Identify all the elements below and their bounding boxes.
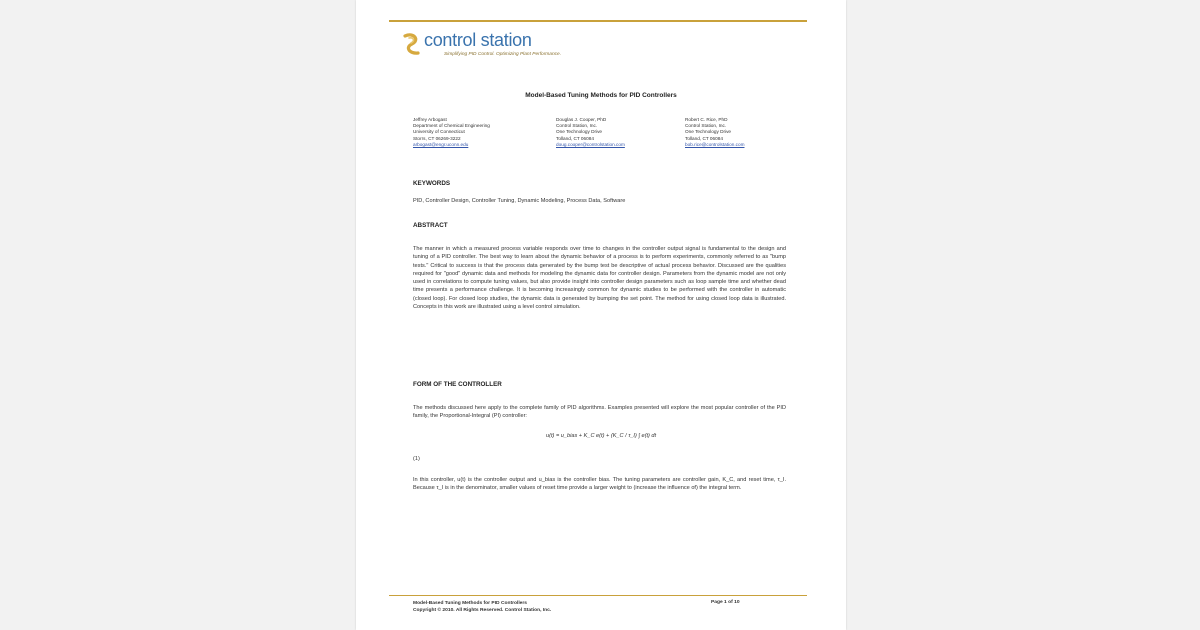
author-name: Douglas J. Cooper, PhD — [556, 117, 607, 122]
author-affiliation: One Technology Drive — [556, 129, 603, 135]
author-2 — [556, 117, 625, 148]
author-email-link[interactable]: doug.cooper@controlstation.com — [556, 141, 625, 147]
author-name: Jeffrey Arbogast — [413, 117, 447, 122]
paper-title: Model-Based Tuning Methods for PID Controllers — [525, 92, 677, 99]
abstract-text: The manner in which a measured process variable responds over time to changes in the controller output signal is fundamental to the design and tuning of a PID controller. The best way to learn about the dynamic behavior of a process is to perform experiments, commonly referred to as "bump tests." Critical to success is that the process data generated by the bump test be descriptive of actual process behavior. Discussed are the qualities required for "good" dynamic data and methods for modeling the dynamic data for controller design. Parameters from the dynamic model are not only used in correlations to compute tuning values, but also provide insight into controller design parameters such as loop sample time and whether dead time presents a performance challenge. It is becoming increasingly common for dynamic studies to be performed with the controller in automatic (closed loop). For closed loop studies, the dynamic data is generated by bumping the set point. The method for using closed loop data is illustrated. Concepts in this work are illustrated using a level control simulation. — [413, 246, 786, 311]
brand-name: control station — [424, 30, 532, 50]
header-rule — [389, 20, 807, 22]
author-email-link[interactable]: arbogast@engr.uconn.edu — [413, 141, 469, 147]
form-heading: FORM OF THE CONTROLLER — [413, 381, 502, 388]
author-1 — [413, 117, 490, 148]
keywords-text: PID, Controller Design, Controller Tuning, Dynamic Modeling, Process Data, Software — [413, 198, 626, 204]
abstract-heading: ABSTRACT — [413, 222, 448, 229]
footer-copyright: Copyright © 2010. All Rights Reserved. Control Station, Inc. — [413, 608, 552, 613]
footer-info — [413, 600, 551, 614]
author-address: Tolland, CT 06084 — [556, 135, 594, 141]
author-email-link[interactable]: bob.rice@controlstation.com — [685, 141, 745, 147]
author-affiliation: Department of Chemical Engineering — [413, 123, 490, 129]
footer-rule — [389, 595, 807, 596]
author-affiliation: One Technology Drive — [685, 129, 732, 135]
controller-explanation: In this controller, u(t) is the controller output and u_bias is the controller bias. The tuning parameters are controller gain, K_C, and reset time, τ_I. Because τ_I is in the denominator, smaller values of reset time provide a larger weight to (increase the influence of) the integral term. — [413, 477, 786, 492]
page-number: Page 1 of 10 — [711, 600, 740, 605]
author-name: Robert C. Rice, PhD — [685, 117, 728, 122]
equation-number: (1) — [413, 456, 420, 462]
form-text: The methods discussed here apply to the complete family of PID algorithms. Examples presented will explore the most popular controller of the PID family, the Proportional-Integral (PI) controller: — [413, 405, 786, 420]
pi-equation: u(t) = u_bias + K_C e(t) + (K_C / τ_I) ∫ e(t) dt — [546, 433, 657, 439]
brand-tagline: Simplifying PID Control. Optimizing Plant Performance. — [444, 52, 562, 57]
document-page — [356, 0, 846, 630]
author-3 — [685, 117, 744, 148]
footer-title: Model-Based Tuning Methods for PID Controllers — [413, 601, 528, 606]
keywords-heading: KEYWORDS — [413, 180, 451, 187]
author-affiliation: Control Station, Inc. — [556, 123, 598, 129]
author-address: Storrs, CT 06269-3222 — [413, 135, 461, 141]
logo-swirl-icon — [400, 32, 426, 56]
author-address: Tolland, CT 06084 — [685, 135, 723, 141]
control-station-logo — [400, 30, 660, 64]
author-affiliation: Control Station, Inc. — [685, 123, 727, 129]
author-affiliation: University of Connecticut — [413, 129, 465, 135]
